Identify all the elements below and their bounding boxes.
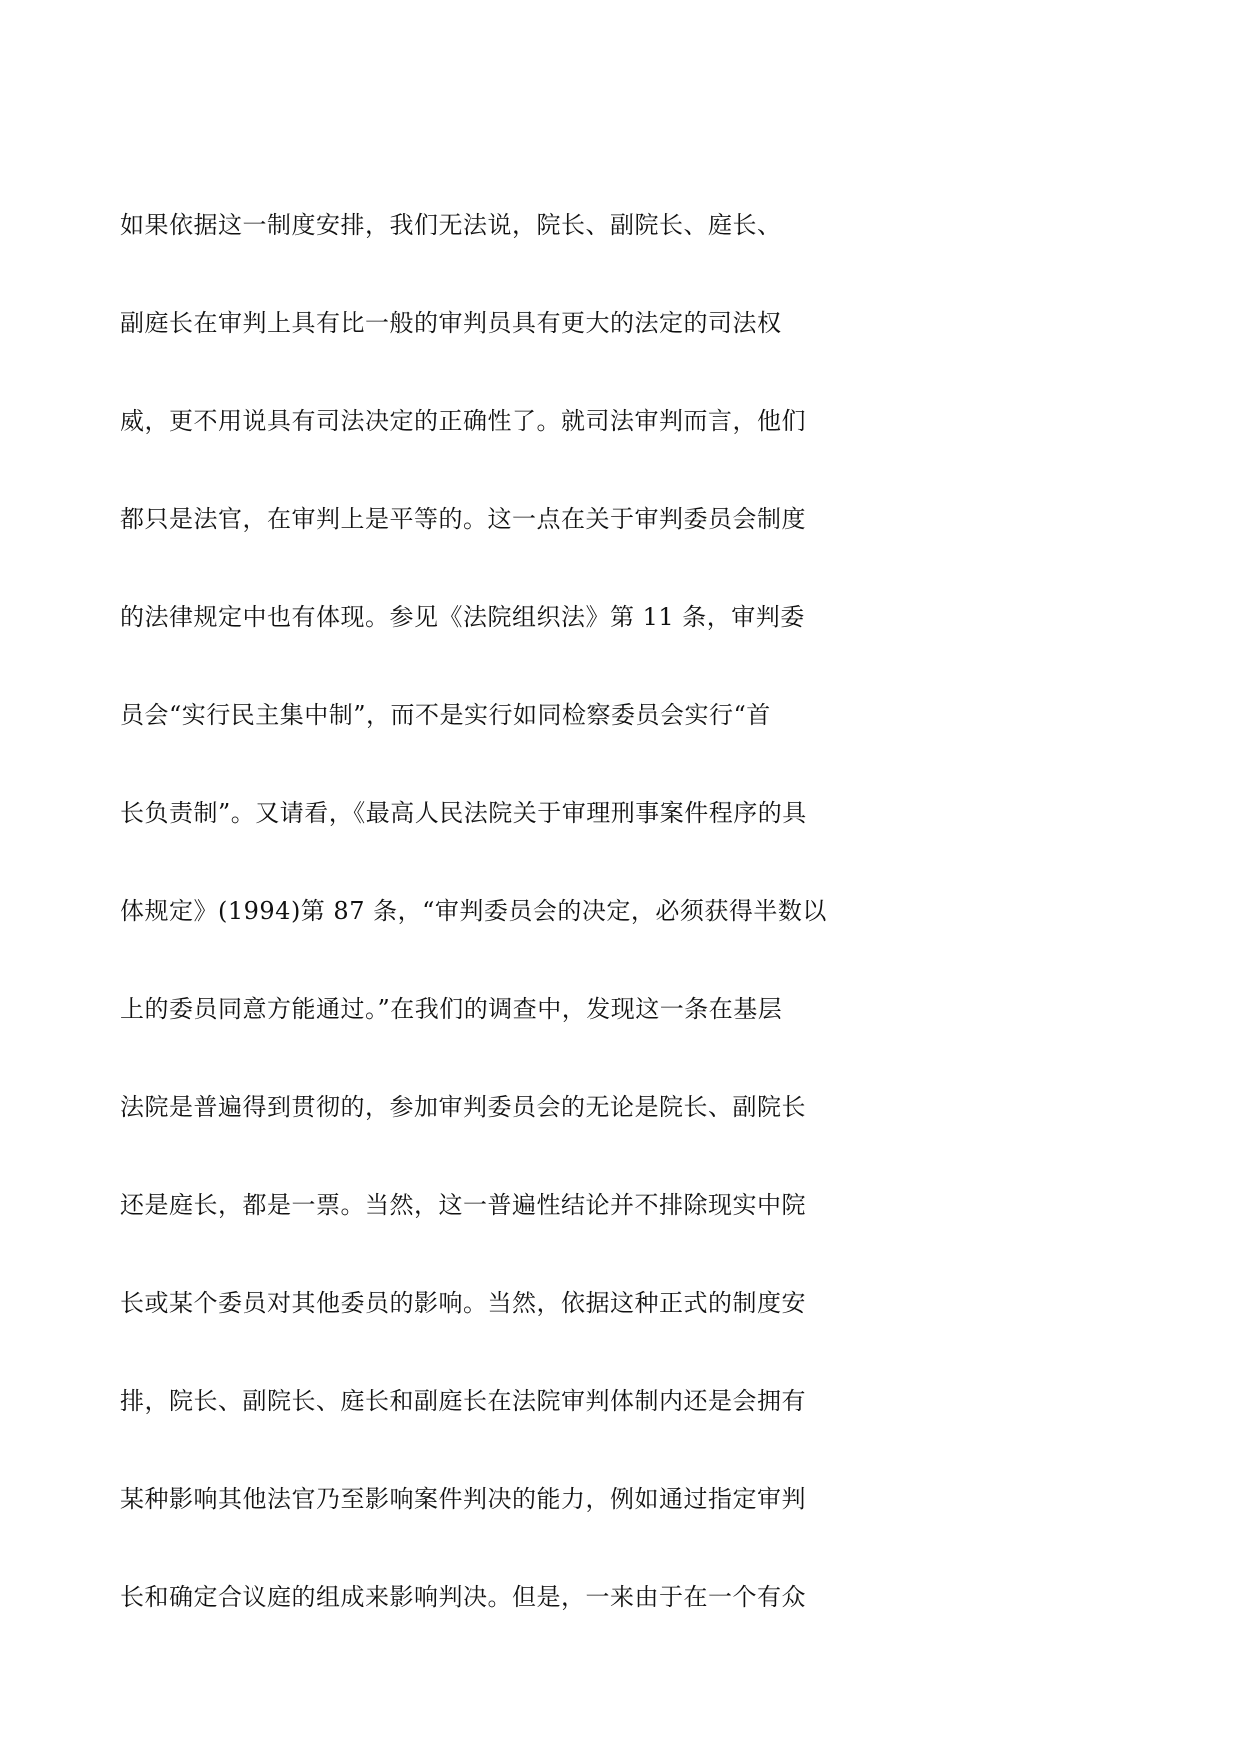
text-line: 的法律规定中也有体现。参见《法院组织法》第 11 条，审判委 (120, 603, 805, 631)
text-line: 排，院长、副院长、庭长和副庭长在法院审判体制内还是会拥有 (120, 1387, 806, 1415)
text-line: 上的委员同意方能通过。”在我们的调查中，发现这一条在基层 (120, 995, 783, 1023)
text-line: 如果依据这一制度安排，我们无法说，院长、副院长、庭长、 (120, 211, 782, 239)
text-line: 体规定》(1994)第 87 条，“审判委员会的决定，必须获得半数以 (120, 897, 827, 925)
text-line: 副庭长在审判上具有比一般的审判员具有更大的法定的司法权 (120, 309, 782, 337)
text-line: 威，更不用说具有司法决定的正确性了。就司法审判而言，他们 (120, 407, 806, 435)
text-line: 都只是法官，在审判上是平等的。这一点在关于审判委员会制度 (120, 505, 806, 533)
text-line: 长或某个委员对其他委员的影响。当然，依据这种正式的制度安 (120, 1289, 806, 1317)
text-line: 员会“实行民主集中制”，而不是实行如同检察委员会实行“首 (120, 701, 771, 729)
text-line: 长和确定合议庭的组成来影响判决。但是，一来由于在一个有众 (120, 1583, 806, 1611)
text-line: 长负责制”。又请看，《最高人民法院关于审理刑事案件程序的具 (120, 799, 807, 827)
text-line: 某种影响其他法官乃至影响案件判决的能力，例如通过指定审判 (120, 1485, 806, 1513)
body-text (120, 208, 840, 1678)
text-line: 法院是普遍得到贯彻的，参加审判委员会的无论是院长、副院长 (120, 1093, 806, 1121)
text-line: 还是庭长，都是一票。当然，这一普遍性结论并不排除现实中院 (120, 1191, 806, 1219)
